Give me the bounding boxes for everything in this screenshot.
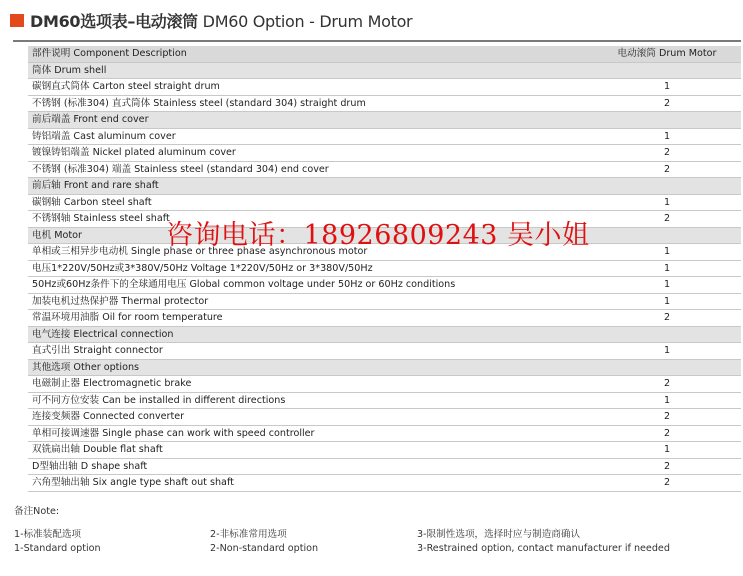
table-row xyxy=(28,260,741,277)
option-label: 不锈钢 (标准304) 直式筒体 Stainless steel (standard 304) straight drum xyxy=(28,95,593,112)
option-label: 单相可接调速器 Single phase can work with speed controller xyxy=(28,425,593,442)
option-label: 碳钢轴 Carbon steel shaft xyxy=(28,194,593,211)
category-label: 电气连接 Electrical connection xyxy=(28,326,593,343)
table-row xyxy=(28,79,741,96)
table-row xyxy=(28,310,741,327)
option-label: D型轴出轴 D shape shaft xyxy=(28,458,593,475)
category-row xyxy=(28,62,741,79)
note-en-3: 3-Restrained option, contact manufacturer if needed xyxy=(417,543,670,554)
option-value: 2 xyxy=(593,458,741,475)
table-row xyxy=(28,409,741,426)
page-title xyxy=(10,10,412,30)
option-value xyxy=(593,178,741,195)
table-row xyxy=(28,145,741,162)
note-cn-3: 3-限制性选项，选择时应与制造商确认 xyxy=(417,529,581,540)
option-value: 1 xyxy=(593,128,741,145)
title-suffix: DM60 Option - Drum Motor xyxy=(202,11,413,31)
option-value: 2 xyxy=(593,425,741,442)
option-value: 1 xyxy=(593,277,741,294)
option-value: 1 xyxy=(593,194,741,211)
option-label: 不锈钢 (标准304) 端盖 Stainless steel (standard 304) end cover xyxy=(28,161,593,178)
table-row xyxy=(28,277,741,294)
note-en-2: 2-Non-standard option xyxy=(210,543,319,554)
table-row xyxy=(28,293,741,310)
option-value: 1 xyxy=(593,392,741,409)
option-value xyxy=(593,359,741,376)
table-row xyxy=(28,128,741,145)
option-value xyxy=(593,112,741,129)
header-drum-motor: 电动滚筒 Drum Motor xyxy=(593,46,741,62)
option-value: 2 xyxy=(593,409,741,426)
note-cn-1: 1-标准装配选项 xyxy=(14,529,82,540)
option-label: 不锈钢轴 Stainless steel shaft xyxy=(28,211,593,228)
option-value: 1 xyxy=(593,260,741,277)
option-label: 50Hz或60Hz条件下的全球通用电压 Global common voltage under 50Hz or 60Hz conditions xyxy=(28,277,593,294)
option-label: 六角型轴出轴 Six angle type shaft out shaft xyxy=(28,475,593,492)
notes-heading: 备注Note: xyxy=(14,506,60,517)
option-label: 铸铝端盖 Cast aluminum cover xyxy=(28,128,593,145)
option-label: 双铣扁出轴 Double flat shaft xyxy=(28,442,593,459)
table-row xyxy=(28,194,741,211)
option-value: 1 xyxy=(593,343,741,360)
category-row xyxy=(28,178,741,195)
option-label: 常温环境用油脂 Oil for room temperature xyxy=(28,310,593,327)
option-label: 单相或三相异步电动机 Single phase or three phase asynchronous motor xyxy=(28,244,593,261)
category-label: 电机 Motor xyxy=(28,227,593,244)
title-prefix: DM60选项表–电动滚筒 xyxy=(30,11,198,31)
title-divider xyxy=(13,40,741,42)
option-label: 加装电机过热保护器 Thermal protector xyxy=(28,293,593,310)
option-value: 1 xyxy=(593,244,741,261)
table-row xyxy=(28,376,741,393)
table-row xyxy=(28,475,741,492)
option-value: 1 xyxy=(593,293,741,310)
category-label: 筒体 Drum shell xyxy=(28,62,593,79)
option-value: 2 xyxy=(593,376,741,393)
table-row xyxy=(28,343,741,360)
option-label: 电磁制止器 Electromagnetic brake xyxy=(28,376,593,393)
option-value: 1 xyxy=(593,79,741,96)
options-table xyxy=(28,46,741,492)
category-label: 其他选项 Other options xyxy=(28,359,593,376)
category-label: 前后轴 Front and rare shaft xyxy=(28,178,593,195)
option-value: 2 xyxy=(593,145,741,162)
option-value: 2 xyxy=(593,475,741,492)
option-label: 直式引出 Straight connector xyxy=(28,343,593,360)
table-row xyxy=(28,392,741,409)
option-label: 连接变频器 Connected converter xyxy=(28,409,593,426)
table-row xyxy=(28,161,741,178)
note-en-1: 1-Standard option xyxy=(14,543,101,554)
option-value xyxy=(593,227,741,244)
option-label: 镀镍铸铝端盖 Nickel plated aluminum cover xyxy=(28,145,593,162)
option-label: 电压1*220V/50Hz或3*380V/50Hz Voltage 1*220V/50Hz or 3*380V/50Hz xyxy=(28,260,593,277)
table-row xyxy=(28,425,741,442)
title-text xyxy=(30,9,412,32)
option-label: 碳钢直式筒体 Carton steel straight drum xyxy=(28,79,593,96)
table-row xyxy=(28,95,741,112)
category-row xyxy=(28,326,741,343)
option-value: 2 xyxy=(593,310,741,327)
table-row xyxy=(28,442,741,459)
table-row xyxy=(28,458,741,475)
option-value xyxy=(593,62,741,79)
option-value: 2 xyxy=(593,95,741,112)
note-cn-2: 2-非标准常用选项 xyxy=(210,529,287,540)
option-label: 可不同方位安装 Can be installed in different directions xyxy=(28,392,593,409)
table-header-row xyxy=(28,46,741,62)
contact-watermark: 咨询电话：18926809243 吴小姐 xyxy=(166,220,590,251)
option-value: 2 xyxy=(593,161,741,178)
category-label: 前后端盖 Front end cover xyxy=(28,112,593,129)
option-value: 1 xyxy=(593,442,741,459)
option-value: 2 xyxy=(593,211,741,228)
category-row xyxy=(28,112,741,129)
title-accent-square xyxy=(10,14,24,27)
header-description: 部件说明 Component Description xyxy=(28,46,593,62)
option-value xyxy=(593,326,741,343)
category-row xyxy=(28,359,741,376)
